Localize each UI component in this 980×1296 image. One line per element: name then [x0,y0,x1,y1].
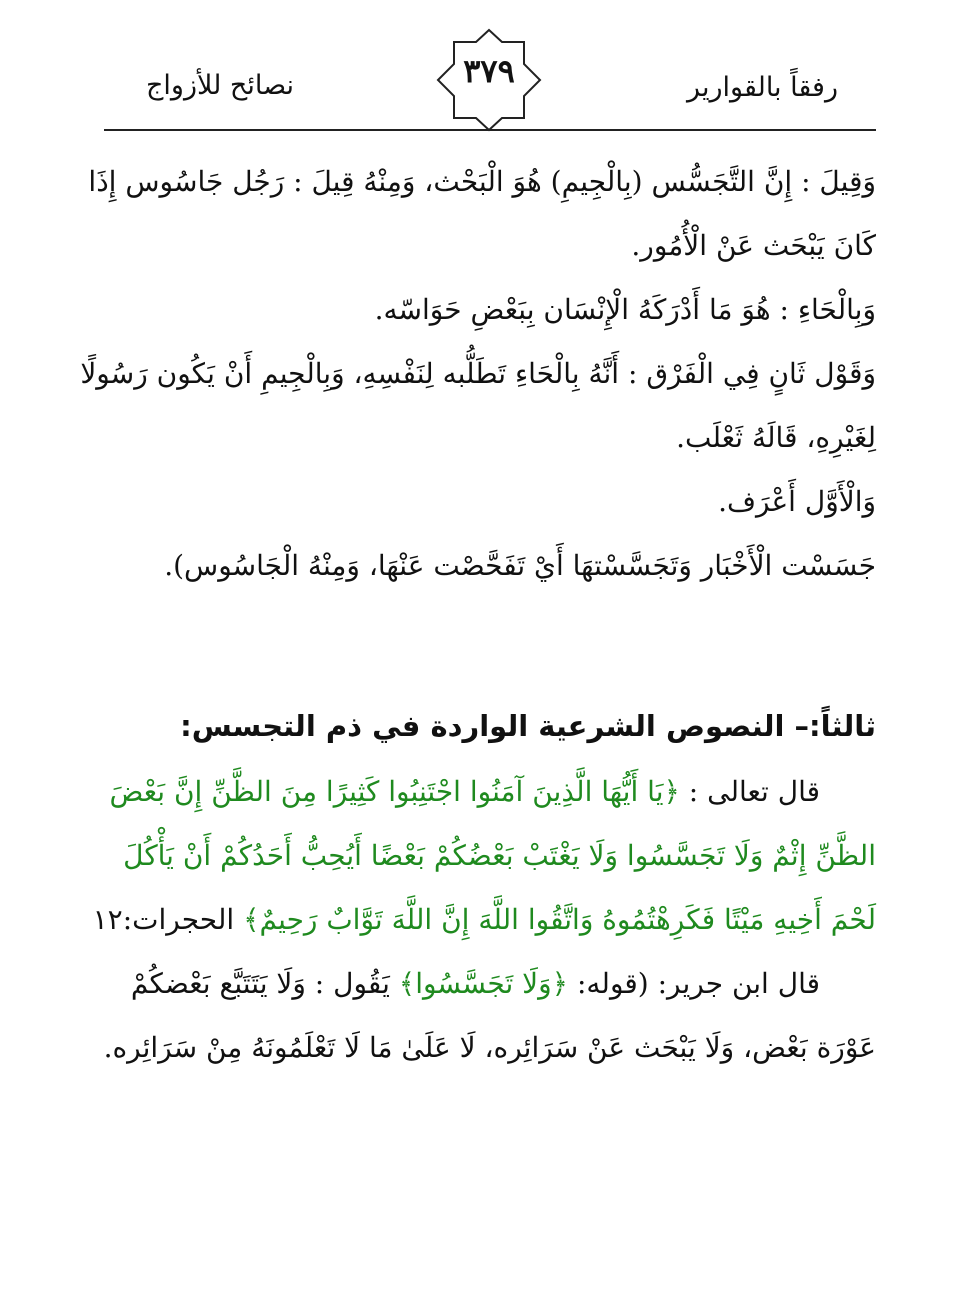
page-number-badge [424,28,554,132]
tafsir-line: عَوْرَة بَعْض، وَلَا يَبْحَث عَنْ سَرَائِره، لَا عَلَىٰ مَا لَا تَعْلَمُونَهُ مِنْ سَرَائِره. [103,1031,876,1064]
quran-verse: لَحْمَ أَخِيهِ مَيْتًا فَكَرِهْتُمُوهُ وَاتَّقُوا اللَّهَ إِنَّ اللَّهَ تَوَّابٌ رَحِيمٌ﴾ [243,903,876,936]
verse-intro: قال تعالى : [688,775,820,808]
book-title: رفقاً بالقوارير [687,72,838,103]
quran-verse: ﴿يَا أَيُّهَا الَّذِينَ آمَنُوا اجْتَنِبُوا كَثِيرًا مِنَ الظَّنِّ إِنَّ بَعْضَ [109,775,680,808]
page-body [80,150,876,1080]
paragraph-line: وَالْأَوَّل أَعْرَف. [718,485,876,518]
verse-line [92,888,876,952]
paragraph-line: جَسَسْت الْأَخْبَار وَتَجَسَّسْتهَا أَيْ تَفَحَّصْت عَنْهَا، وَمِنْهُ الْجَاسُوس). [164,549,876,582]
page-header [0,0,980,140]
paragraph-line: كَانَ يَبْحَث عَنْ الْأُمُور. [631,229,876,262]
verse-line: الظَّنِّ إِثْمٌ وَلَا تَجَسَّسُوا وَلَا يَغْتَبْ بَعْضُكُمْ بَعْضًا أَيُحِبُّ أَحَدُكُمْ أَنْ يَأْكُلَ [123,839,876,872]
verse-reference: الحجرات:١٢ [92,903,235,936]
paragraph-line: وَبِالْحَاءِ : هُوَ مَا أَدْرَكَهُ الْإِنْسَان بِبَعْضِ حَوَاسّه. [374,293,876,326]
verse-line [104,760,876,824]
paragraph-line: لِغَيْرِهِ، قَالَهُ ثَعْلَب. [676,421,876,454]
page-number: ٣٧٩ [463,52,515,90]
section-heading: ثالثاً:– النصوص الشرعية الواردة في ذم التجسس: [180,709,876,743]
tafsir-text: يَقُول : وَلَا يَتَتَبَّع بَعْضكُمْ [130,967,390,1000]
section-spacer [104,598,876,692]
chapter-title: نصائح للأزواج [146,70,295,101]
tafsir-intro: قال ابن جرير: (قوله: [576,967,820,1000]
header-divider [104,129,876,131]
tafsir-quote: ﴿وَلَا تَجَسَّسُوا﴾ [398,967,569,1000]
tafsir-line [104,952,876,1016]
paragraph-line: وَقَوْل ثَانٍ فِي الْفَرْق : أَنَّهُ بِالْحَاءِ تَطَلُّبه لِنَفْسِهِ، وَبِالْجِيمِ أَنْ يَكُون رَسُولًا [80,357,876,390]
paragraph-line: وَقِيلَ : إِنَّ التَّجَسُّس (بِالْجِيمِ) هُوَ الْبَحْث، وَمِنْهُ قِيلَ : رَجُل جَاسُوس إِذَا [88,165,876,198]
